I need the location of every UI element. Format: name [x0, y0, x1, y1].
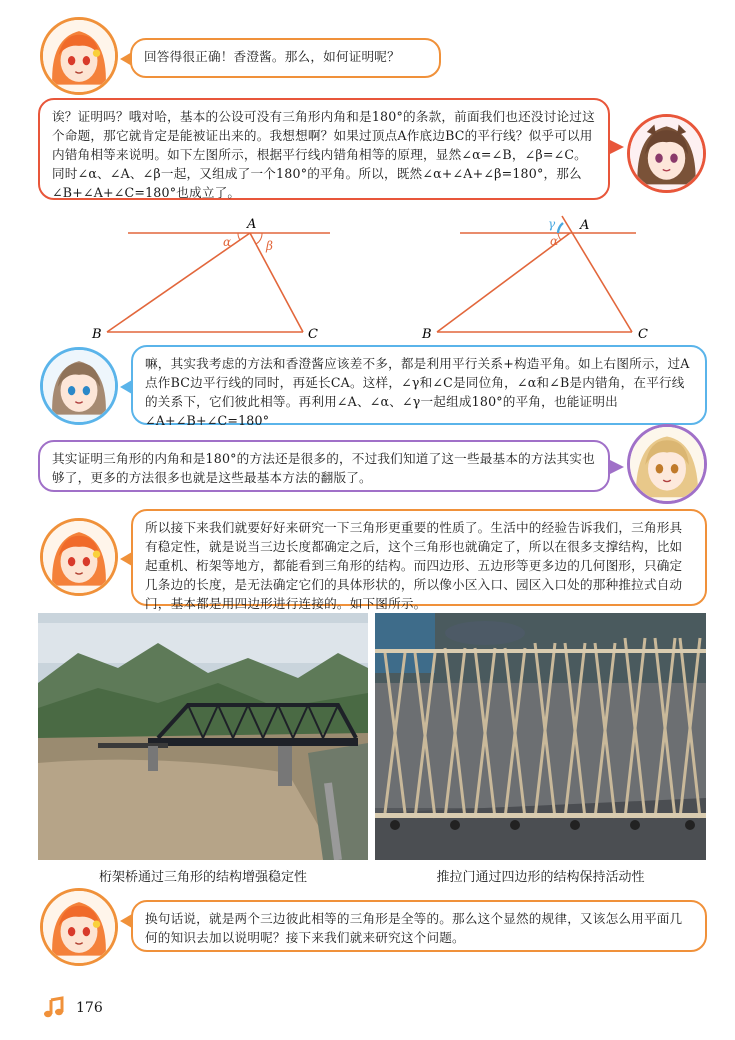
- vertex-a-label: A: [580, 218, 590, 233]
- angle-alpha-label: α: [223, 235, 232, 249]
- photo-caption-gate: 推拉门通过四边形的结构保持活动性: [436, 870, 645, 885]
- page-number: 176: [76, 1000, 103, 1016]
- dialogue-text-2: 诶？证明吗？哦对哈，基本的公设可没有三角形内角和是180°的条款，前面我们也还没讨论过这个命题，那它就肯定是能被证出来的。我想想啊？如果过顶点A作底边BC的平行线？似乎可以用内错角相等来说明。如下左图所示，根据平行线内错角相等的原理，显然∠α=∠B，∠β=∠C。同时∠α、∠A、∠β一起，又组成了一个180°的平角。所以，既然∠α+∠A+∠β=180°，那么∠B+∠A+∠C=180°也成立了。: [52, 109, 595, 200]
- dialogue-text-3: 嘛，其实我考虑的方法和香澄酱应该差不多，都是利用平行关系+构造平角。如上右图所示，过A点作BC边平行线的同时，再延长CA。这样，∠γ和∠C是同位角，∠α和∠B是内错角，在平行线的关系下，它们彼此相等。再利用∠A、∠α、∠γ一起组成180°的平角，也能证明出∠A+∠B+∠C=180°: [145, 356, 690, 428]
- dialogue-text-4: 其实证明三角形的内角和是180°的方法还是很多的，不过我们知道了这一些最基本的方法其实也够了，更多的方法很多也就是这些最基本方法的翻版了。: [52, 451, 595, 485]
- avatar-you: [40, 347, 118, 425]
- angle-gamma-arc: [558, 223, 563, 233]
- dialogue-bubble-3: [131, 345, 707, 428]
- angle-beta-label: β: [266, 239, 273, 253]
- vertex-c-label: C: [638, 327, 648, 342]
- dialogue-text-5: 所以接下来我们就要好好来研究一下三角形更重要的性质了。生活中的经验告诉我们，三角形具有稳定性，就是说当三边长度都确定之后，这个三角形也就确定了，所以在很多支撑结构，比如起重机、桁架等地方，都能看到三角形的结构。而四边形、五边形等更多边的几何图形，只确定几条边的长度，是无法确定它们的具体形状的，所以像小区入口、园区入口处的那种推拉式自动门，基本都是用四边形进行连接的。如下图所示。: [145, 520, 683, 611]
- vertex-b-label: B: [92, 327, 102, 342]
- triangle-figure-left: [90, 215, 340, 345]
- bubble-tail: [610, 140, 624, 154]
- dialogue-text-1: 回答得很正确！香澄酱。那么，如何证明呢？: [144, 49, 400, 64]
- vertex-b-label: B: [422, 327, 432, 342]
- avatar-kasumi: [627, 114, 706, 193]
- triangle-figure-right: [420, 212, 665, 345]
- avatar-chika: [40, 518, 118, 596]
- angle-alpha-label: α: [550, 234, 559, 248]
- bubble-tail: [610, 460, 624, 474]
- vertex-a-label: A: [247, 217, 257, 232]
- dialogue-bubble-6: [131, 900, 707, 952]
- music-note-icon: [42, 996, 66, 1020]
- dialogue-bubble-4: [38, 440, 610, 492]
- truss-bridge-photo: [38, 613, 368, 860]
- angle-beta-arc: [256, 233, 262, 244]
- dialogue-text-6: 换句话说，就是两个三边彼此相等的三角形是全等的。那么这个显然的规律，又该怎么用平面几何的知识去加以说明呢？接下来我们就来研究这个问题。: [145, 911, 683, 945]
- angle-alpha-arc: [558, 233, 561, 240]
- vertex-c-label: C: [308, 327, 318, 342]
- dialogue-bubble-2: [38, 98, 610, 200]
- avatar-arisa: [627, 424, 707, 504]
- dialogue-bubble-1: [130, 38, 441, 78]
- sliding-gate-photo: [375, 613, 706, 860]
- avatar-chika: [40, 17, 118, 95]
- angle-alpha-arc: [238, 233, 240, 240]
- photo-caption-bridge: 桁架桥通过三角形的结构增强稳定性: [98, 870, 307, 885]
- dialogue-bubble-5: [131, 509, 707, 611]
- angle-gamma-label: γ: [548, 217, 556, 231]
- avatar-chika: [40, 888, 118, 966]
- triangle-side-ac: [250, 233, 303, 332]
